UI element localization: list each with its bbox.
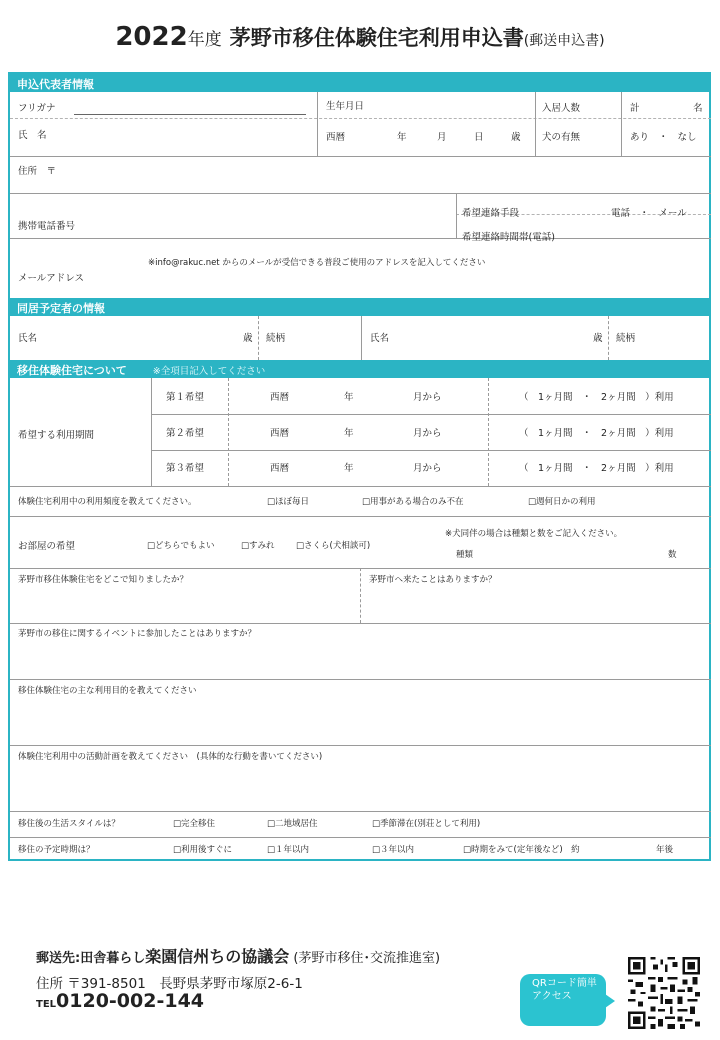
dog-note: ※犬同伴の場合は種類と数をご記入ください。 [445,529,623,539]
qr-code-icon[interactable] [628,957,700,1029]
frequency-option-errand[interactable]: □用事がある場合のみ不在 [362,497,464,507]
title-main: 茅野市移住体験住宅利用申込書 [229,26,524,50]
email-note: ※info@rakuc.net からのメールが受信できる普段ご使用のアドレスを記入してください [148,258,486,268]
room-option-sumire[interactable]: □すみれ [241,541,275,551]
section-cohabitant: 同居予定者の情報 [10,298,709,316]
choice-2-seireki: 西暦 [270,428,290,439]
timing-option-soon[interactable]: □利用後すぐに [173,845,233,855]
choice-2-year: 年 [344,428,354,439]
furigana-label: フリガナ [18,103,56,114]
choice-1-duration[interactable]: （ 1ヶ月間 ・ 2ヶ月間 ）利用 [519,392,674,403]
timing-option-later[interactable]: □時期をみて(定年後など) 約 [463,845,580,855]
birth-age: 歳 [511,132,521,143]
lifestyle-option-seasonal[interactable]: □季節滞在(別荘として利用) [372,819,481,829]
section-housing [10,360,709,378]
furigana-line[interactable] [74,114,306,115]
contact-time-label: 希望連絡時間帯(電話) [462,232,555,243]
org-name: 楽園信州ちの協議会 [145,947,290,966]
timing-option-1year[interactable]: □１年以内 [267,845,310,855]
birth-month: 月 [437,132,447,143]
application-form [8,72,711,861]
timing-years-unit: 年後 [656,845,674,855]
frequency-option-daily[interactable]: □ほぼ毎日 [267,497,310,507]
birth-day: 日 [474,132,484,143]
choice-3-label: 第３希望 [166,463,205,474]
section-housing-title: 移住体験住宅について [17,364,127,377]
contact-method-options[interactable]: 電話 ・ メール [611,208,687,219]
org-tel [36,990,204,1012]
qr-callout: QRコード簡単アクセス [520,974,606,1026]
birth-seireki: 西暦 [326,132,346,143]
dog-options[interactable]: あり ・ なし [630,132,697,143]
source-question: 茅野市移住体験住宅をどこで知りましたか？ [18,575,189,585]
lifestyle-label: 移住後の生活スタイルは？ [18,819,120,829]
choice-1-year: 年 [344,392,354,403]
title-sub: (郵送申込書) [523,33,605,49]
dog-type-label: 種類 [456,550,474,560]
room-option-any[interactable]: □どちらでもよい [147,541,215,551]
lifestyle-option-dual[interactable]: □二地域居住 [267,819,318,829]
choice-2-month: 月から [413,428,442,439]
event-question: 茅野市の移住に関するイベントに参加したことはありますか？ [18,629,257,639]
choice-3-year: 年 [344,463,354,474]
cohabitant-1-name: 氏名 [18,333,38,344]
title-year: 2022 [115,22,188,52]
room-option-sakura[interactable]: □さくら(犬相談可) [296,541,371,551]
dog-count-label: 数 [668,550,677,560]
choice-3-duration[interactable]: （ 1ヶ月間 ・ 2ヶ月間 ）利用 [519,463,674,474]
cohabitant-2-age: 歳 [593,333,603,344]
visit-question: 茅野市へ来たことはありますか？ [369,575,497,585]
cohabitant-1-relation: 続柄 [266,333,286,344]
org-address: 住所 〒391-8501 長野県茅野市塚原2-6-1 [36,976,303,992]
page-title [0,22,720,52]
choice-2-duration[interactable]: （ 1ヶ月間 ・ 2ヶ月間 ）利用 [519,428,674,439]
cohabitant-2-relation: 続柄 [616,333,636,344]
frequency-question: 体験住宅利用中の利用頻度を教えてください。 [18,497,197,507]
residents-total: 計 [630,103,640,114]
plan-question: 体験住宅利用中の活動計画を教えてください (具体的な行動を書いてください) [18,752,323,762]
residents-unit: 名 [693,103,703,114]
timing-label: 移住の予定時期は？ [18,845,95,855]
choice-3-seireki: 西暦 [270,463,290,474]
email-label: メールアドレス [18,273,85,284]
birth-year: 年 [397,132,407,143]
mailing-destination [36,944,440,967]
lifestyle-option-full[interactable]: □完全移住 [173,819,216,829]
timing-option-3years[interactable]: □３年以内 [372,845,415,855]
choice-3-month: 月から [413,463,442,474]
org-dept: (茅野市移住･交流推進室) [293,951,441,966]
choice-2-label: 第２希望 [166,428,205,439]
name-label: 氏 名 [18,130,47,141]
residents-label: 入居人数 [542,103,581,114]
tel-number[interactable]: 0120-002-144 [56,990,205,1012]
period-label: 希望する利用期間 [18,430,95,441]
section-applicant: 申込代表者情報 [10,74,709,92]
room-label: お部屋の希望 [18,541,76,552]
title-nendo: 年度 [187,30,222,50]
mobile-label: 携帯電話番号 [18,221,76,232]
choice-1-seireki: 西暦 [270,392,290,403]
choice-1-label: 第１希望 [166,392,205,403]
contact-method-label: 希望連絡手段 [462,208,520,219]
cohabitant-2-name: 氏名 [370,333,390,344]
tel-label: TEL [36,999,57,1010]
section-housing-note: ※全項目記入してください [152,366,266,377]
org-prefix: 田舎暮らし [80,951,146,966]
purpose-question: 移住体験住宅の主な利用目的を教えてください [18,686,197,696]
dog-label: 犬の有無 [542,132,581,143]
address-label: 住所 〒 [18,166,57,177]
choice-1-month: 月から [413,392,442,403]
frequency-option-weekly[interactable]: □週何日かの利用 [528,497,596,507]
send-label: 郵送先: [36,951,81,966]
cohabitant-1-age: 歳 [243,333,253,344]
birth-label: 生年月日 [326,101,365,112]
